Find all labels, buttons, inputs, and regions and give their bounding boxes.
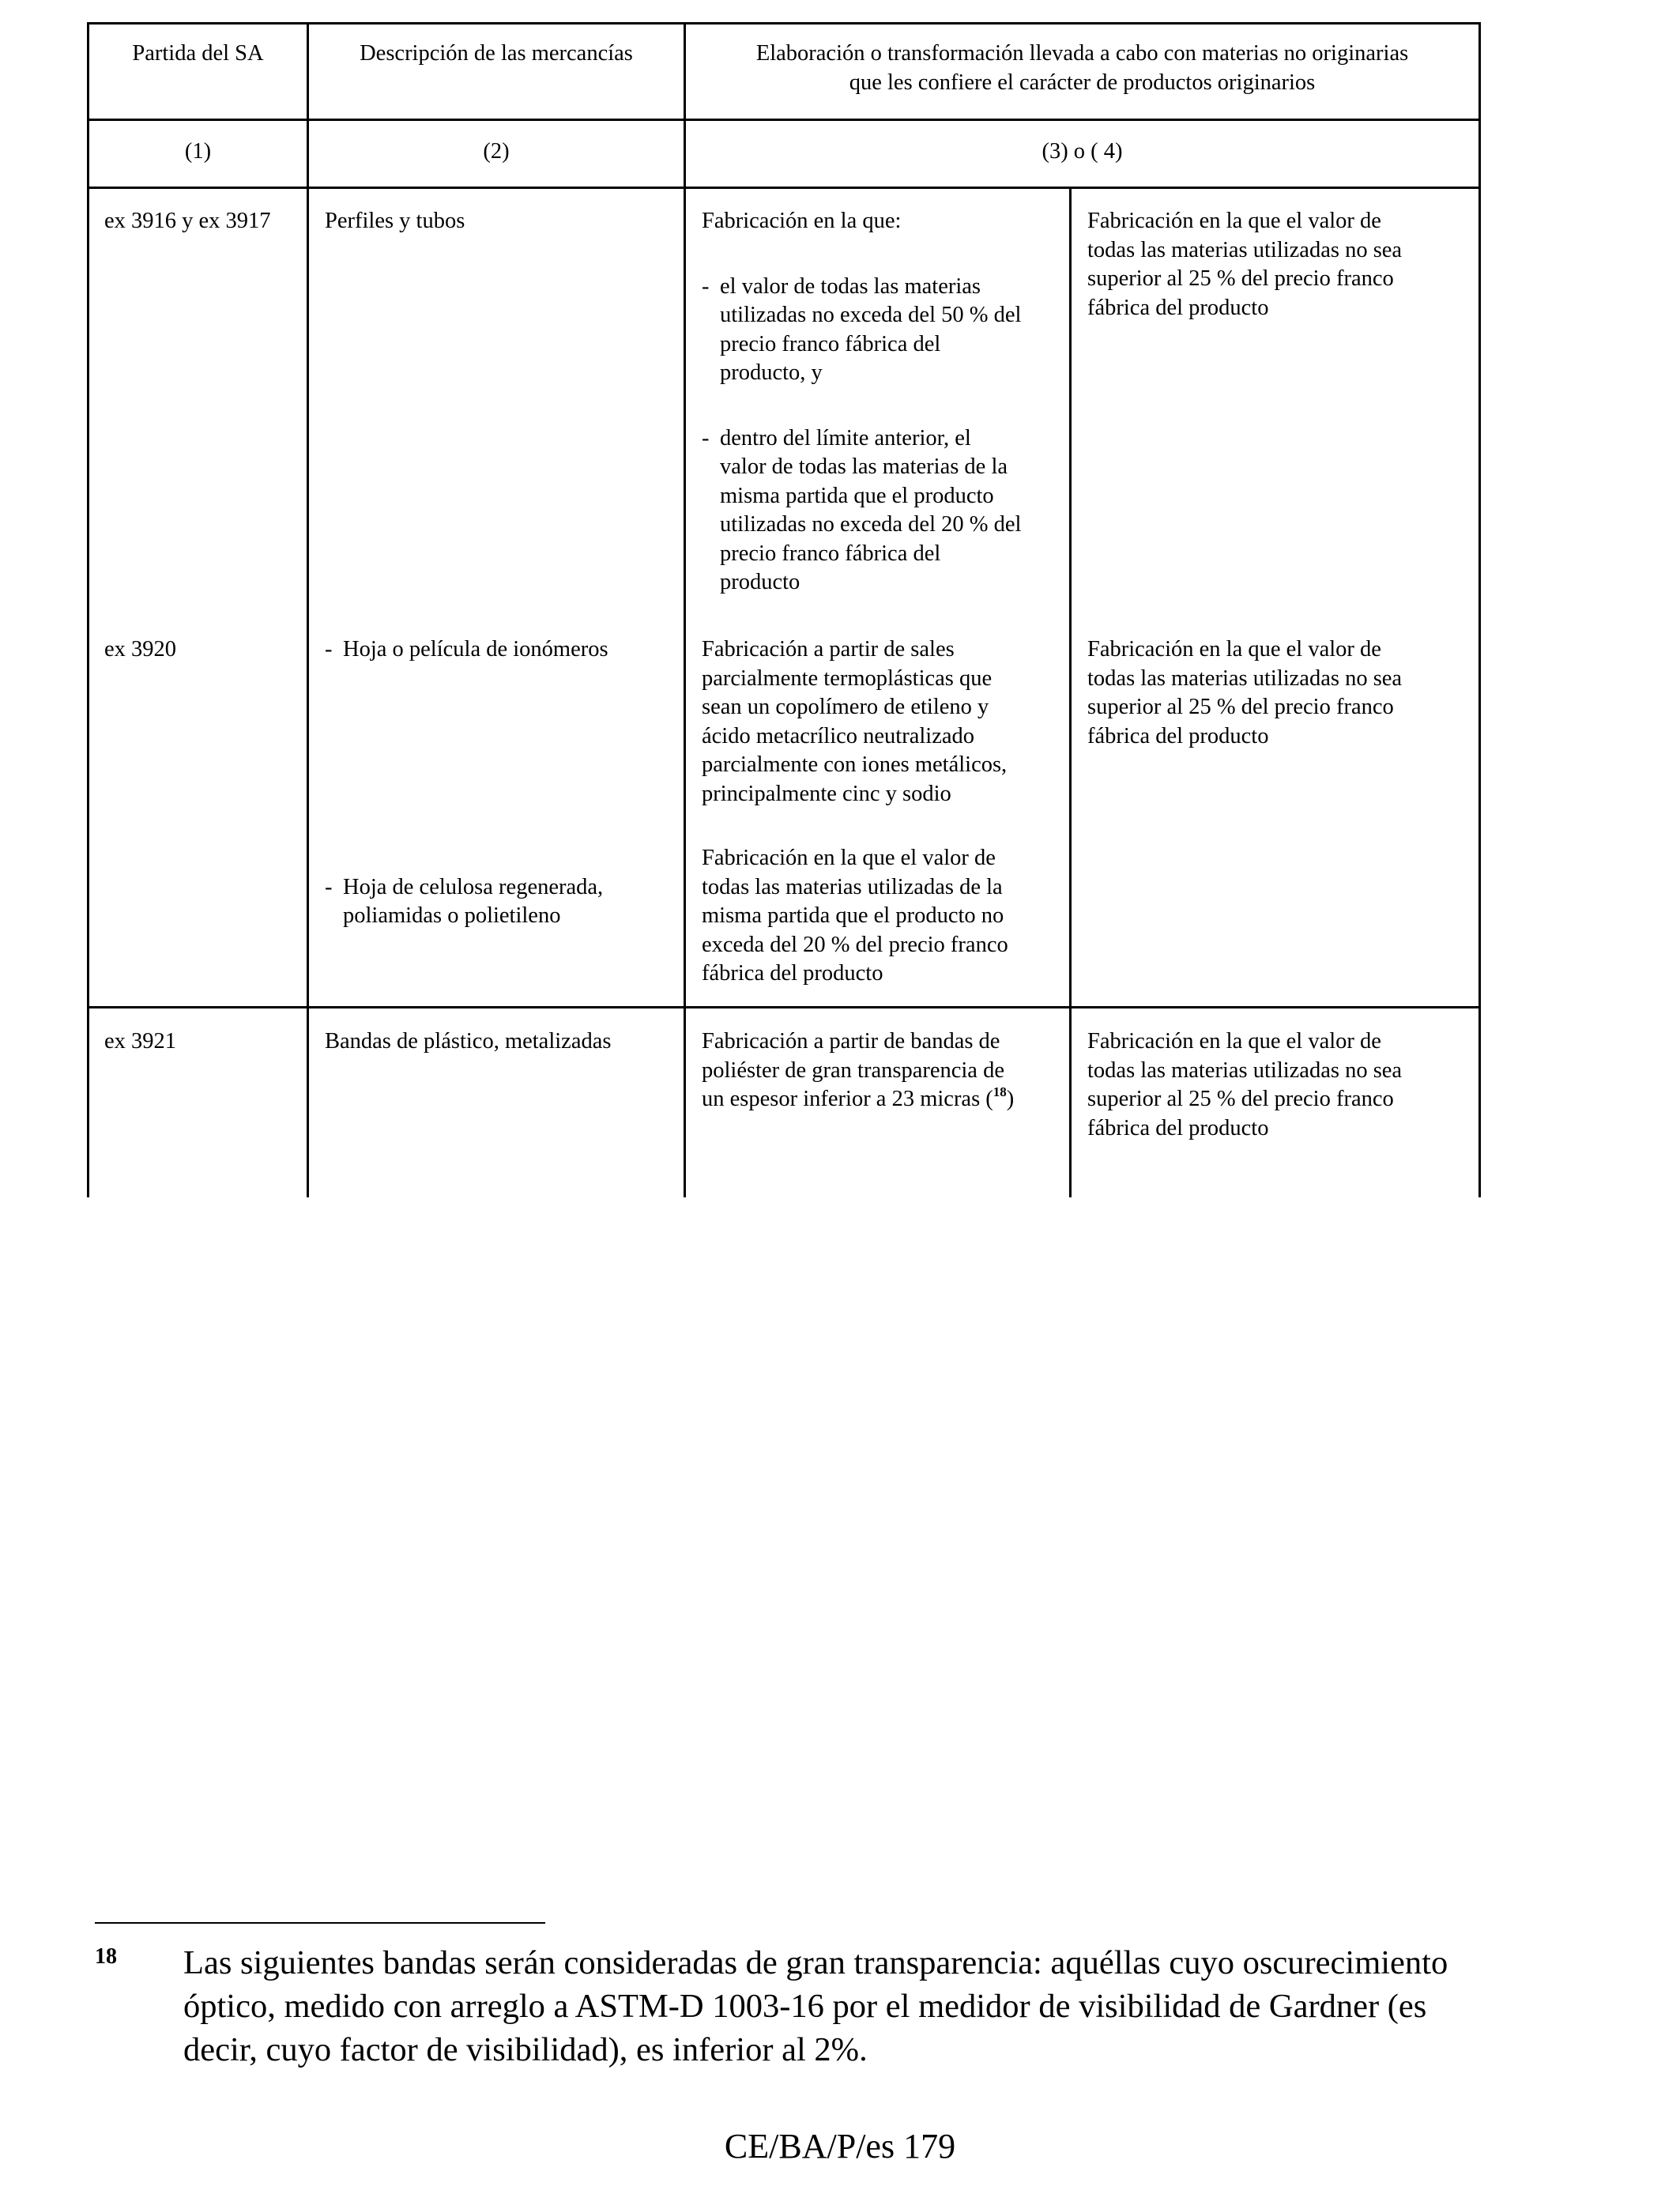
row3-descripcion [325,873,683,931]
row4-partida-text: ex 3921 [104,1029,177,1054]
cell-line [702,1085,1065,1114]
cell-line: fábrica del producto [1087,1115,1269,1140]
cell-line: Fabricación a partir de sales [702,637,955,662]
cell-line: Fabricación en la que el valor de [1087,209,1381,233]
row1-col3-bullet-2 [702,424,1061,598]
row4-descripcion-text: Bandas de plástico, metalizadas [325,1029,612,1054]
row2-descripcion-text: Hoja o película de ionómeros [343,637,608,662]
cell-line: parcialmente con iones metálicos, [702,752,1008,777]
row1-col3 [702,207,1061,598]
cell-line: misma partida que el producto no [702,903,1004,928]
row1-descripcion-text: Perfiles y tubos [325,209,465,233]
col-number-1 [89,138,307,167]
footnote-number: 18 [95,1944,117,1969]
cell-line: superior al 25 % del precio franco [1087,266,1394,291]
row1-partida [104,207,306,236]
row1-col3-bullet-1 [702,273,1061,388]
col-number-34 [686,138,1478,167]
bullet-line: precio franco fábrica del [720,331,941,356]
header-elaboracion-line: que les confiere el carácter de productos originarios [849,70,1316,95]
row1-col3-intro: Fabricación en la que: [702,209,902,233]
cell-line: fábrica del producto [1087,723,1269,748]
cell-line: poliamidas o polietileno [343,903,561,928]
row-divider-ex3921 [87,1006,1481,1008]
col-divider-1 [307,22,309,1197]
footnote-line: decir, cuyo factor de visibilidad), es inferior al 2%. [183,2031,868,2068]
row4-descripcion [325,1027,672,1057]
row2-partida-text: ex 3920 [104,637,177,662]
cell-line: ácido metacrílico neutralizado [702,723,974,748]
footnote-reference[interactable]: 18 [993,1084,1007,1099]
row2-partida [104,635,306,665]
bullet-dash: - [325,874,333,899]
bullet-line: dentro del límite anterior, el [720,425,971,450]
bullet-line: utilizadas no exceda del 50 % del [720,303,1022,327]
col-number-2 [309,138,684,167]
row4-partida [104,1027,306,1057]
footnote-line: Las siguientes bandas serán consideradas de gran transparencia: aquéllas cuyo oscurecimiento [183,1944,1448,1981]
row2-col3 [702,635,1061,809]
bullet-line: valor de todas las materias de la [720,454,1008,479]
bullet-line: misma partida que el producto [720,483,994,508]
bullet-line: producto, y [720,360,823,385]
col-number-34-text: (3) o ( 4) [1042,139,1123,164]
cell-line: Fabricación en la que el valor de [1087,1029,1381,1054]
bullet-line: producto [720,570,800,594]
cell-line: superior al 25 % del precio franco [1087,1087,1394,1111]
cell-line: todas las materias utilizadas de la [702,874,1003,899]
table-border-left [87,22,89,1197]
cell-line-text: un espesor inferior a 23 micras ( [702,1087,993,1111]
page-identifier: CE/BA/P/es 179 [724,2127,956,2166]
closing-paren: ) [1006,1087,1015,1111]
bullet-line: precio franco fábrica del [720,541,941,566]
bullet-dash: - [325,637,333,662]
header-descripcion [309,40,684,69]
header-elaboracion-line: Elaboración o transformación llevada a cabo con materias no originarias [755,41,1409,66]
row1-col4 [1087,207,1475,322]
header-partida [89,40,307,69]
col-number-2-text: (2) [483,139,510,164]
footnote-text [183,1941,1606,2071]
cell-line: superior al 25 % del precio franco [1087,695,1394,719]
cell-line: todas las materias utilizadas no sea [1087,1057,1403,1083]
col-divider-3 [1069,187,1072,1197]
row1-descripcion [325,207,672,236]
header-descripcion-text: Descripción de las mercancías [360,41,633,66]
cell-line: fábrica del producto [702,961,883,986]
cell-line: sean un copolímero de etileno y [702,695,989,719]
row2-col4 [1087,635,1475,751]
row4-col3 [702,1027,1065,1114]
header-divider [87,119,1481,121]
cell-line: exceda del 20 % del precio franco [702,932,1008,957]
bullet-dash: - [702,273,710,299]
cell-line: poliéster de gran transparencia de [702,1057,1004,1083]
bullet-line: utilizadas no exceda del 20 % del [720,512,1022,537]
cell-line: parcialmente termoplásticas que [702,665,993,691]
row3-col3 [702,844,1061,989]
cell-line: todas las materias utilizadas no sea [1087,665,1403,691]
bullet-dash: - [702,425,710,450]
cell-line: Fabricación a partir de bandas de [702,1029,1000,1054]
header-elaboracion [686,40,1478,97]
col-number-1-text: (1) [184,139,212,164]
bullet-line: el valor de todas las materias [720,273,981,299]
header-partida-text: Partida del SA [132,41,264,66]
cell-line: Hoja de celulosa regenerada, [343,874,604,899]
row4-col4 [1087,1027,1475,1143]
row2-descripcion [325,635,683,665]
col-divider-2 [684,22,686,1197]
table-border-top [87,22,1481,25]
table-border-right [1478,22,1481,1197]
cell-line: fábrica del producto [1087,295,1269,320]
footnote-separator [95,1922,545,1924]
cell-line: Fabricación en la que el valor de [702,846,996,870]
cell-line: principalmente cinc y sodio [702,781,951,806]
rules-of-origin-table [87,22,1481,1197]
number-row-divider [87,187,1481,189]
cell-line: Fabricación en la que el valor de [1087,637,1381,662]
footnote-line: óptico, medido con arreglo a ASTM-D 1003-16 por el medidor de visibilidad de Gardner (es [183,1988,1427,2025]
cell-line: todas las materias utilizadas no sea [1087,237,1403,262]
row1-partida-text: ex 3916 y ex 3917 [104,209,271,233]
